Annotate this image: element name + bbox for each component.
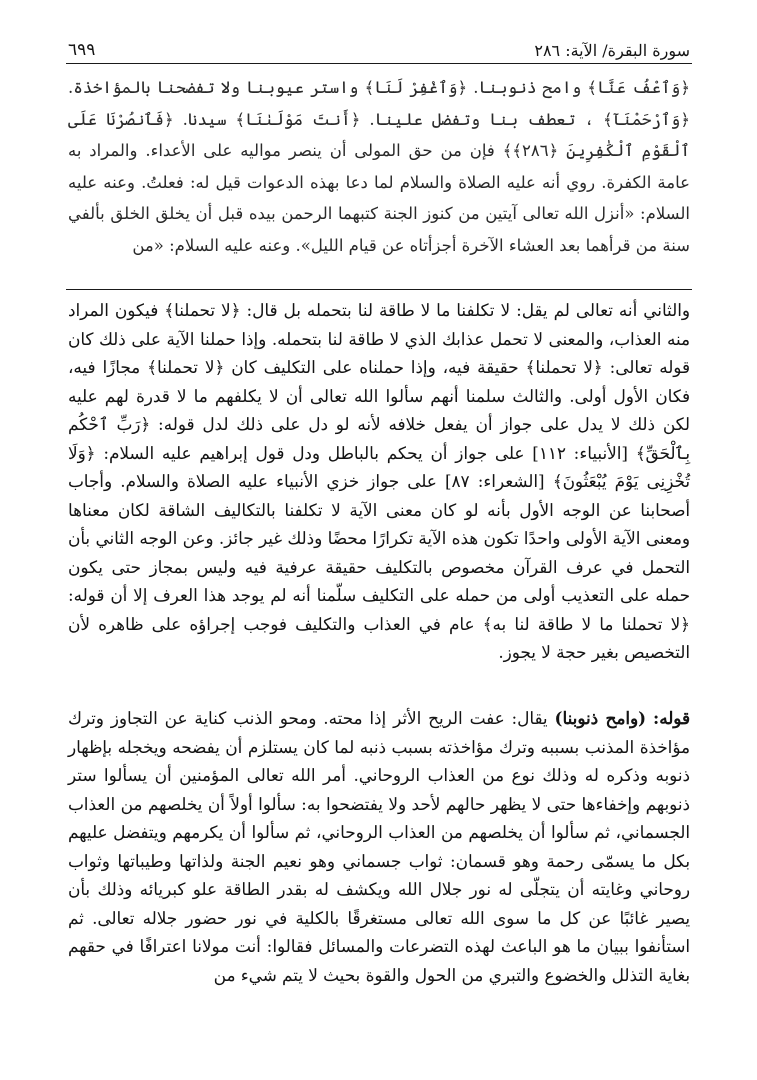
quoted-phrase: (وامح ذنوبنا) <box>554 708 647 728</box>
page-header <box>68 34 690 60</box>
section-divider <box>66 289 692 290</box>
page-number: ٦٩٩ <box>68 40 96 60</box>
paragraph-wamhu-dhunubana <box>68 704 690 989</box>
commentary-lower-section-2 <box>68 704 690 989</box>
commentary-upper-text: ﴿وَٱعْفُ عَنَّا﴾ وامح ذنوبنا. ﴿وَٱغْفِرْ لَنَا﴾ واستر عيوبنا ولا تفضحنا بالمؤاخذة. ﴿وَٱرْحَمْنَآ﴾ ، تعطف بنا وتفضل علينا. ﴿أَنتَ مَوْلَىٰنَا﴾ سيدنا. ﴿فَٱنصُرْنَا عَلَى ٱلْقَوْمِ ٱلْكَٰفِرِينَ ﴿٢٨٦﴾﴾ فإن من حق المولى أن ينصر مواليه على الأعداء. والمراد به عامة الكفرة. روي أنه عليه الصلاة والسلام لما دعا بهذه الدعوات قيل له: فعلتُ. وعنه عليه السلام: «أنزل الله تعالى آيتين من كنوز الجنة كتبهما الرحمن بيده قبل أن يخلق الخلق بألفي سنة من قرأهما بعد العشاء الآخرة أجزأتاه عن قيام الليل». وعنه عليه السلام: «من <box>68 78 690 255</box>
paragraph-body: يقال: عفت الريح الأثر إذا محته. ومحو الذنب كناية عن التجاوز وترك مؤاخذة المذنب بسببه وترك مؤاخذته بسبب ذنبه لما كان يستلزم أن يفضحه ويخجله بإظهار ذنوبه وذكره له وذلك نوع من العذاب الروحاني. أمر الله تعالى المؤمنين أن يسألوا ستر ذنوبهم وإخفاءها حتى لا يظهر حالهم لأحد ولا يفتضحوا به: سألوا أولاً أن يخلصهم من العذاب الجسماني، ثم سألوا أن يخلصهم من العذاب الروحاني، ثم سألوا أن يكرمهم ويتفضل عليهم بكل ما يسمّى رحمة وهو قسمان: ثواب جسماني وهو نعيم الجنة ولذاتها وطيباتها وثواب روحاني وغايته أن يتجلّى له نور جلال الله ويكشف له بقدر الطاقة علو كبريائه وذلك بأن يصير غائبًا عن كل ما سوى الله تعالى مستغرقًا بالكلية في نور حضور جلاله تعالى. ثم استأنفوا ببيان ما هو الباعث لهذه التضرعات والمسائل فقالوا: أنت مولانا اعترافًا في حقهم بغاية التذلل والخضوع والتبري من الحول والقوة بحيث لا يتم شيء من <box>68 708 690 985</box>
commentary-lower-section-1 <box>68 296 690 667</box>
surah-reference: سورة البقرة/ الآية: ٢٨٦ <box>534 41 690 60</box>
paragraph-keyword: قوله: <box>653 708 690 728</box>
paragraph-second-point: والثاني أنه تعالى لم يقل: لا تكلفنا ما لا طاقة لنا بتحمله بل قال: ﴿لا تحملنا﴾ فيكون المراد منه العذاب، والمعنى لا تحمل عذابك الذي لا طاقة لنا بتحمله. وإذا حملنا الآية على ذلك كان قوله تعالى: ﴿لا تحملنا﴾ حقيقة فيه، وإذا حملناه على التكليف كان ﴿لا تحملنا﴾ مجازًا فيه، فكان الأول أولى. والثالث سلمنا أنهم سألوا الله تعالى أن لا يكلفهم ما لا قدرة لهم عليه لكن ذلك لا يدل على جواز أن يفعل خلافه لأنه لو دل على ذلك لدل قوله: ﴿رَبِّ ٱحْكُم بِٱلْحَقِّ﴾ [الأنبياء: ١١٢] على جواز أن يحكم بالباطل ودل قول إبراهيم عليه السلام: ﴿وَلَا تُخْزِنِى يَوْمَ يُبْعَثُونَ﴾ [الشعراء: ٨٧] على جواز خزي الأنبياء عليه الصلاة والسلام. وأجاب أصحابنا عن الوجه الأول بأنه لو كان معنى الآية لا تكلفنا بالتكاليف الشاقة لكان معناها ومعنى الآية الأولى واحدًا تكون هذه الآية تكرارًا محضًا وذلك غير جائز. وعن الوجه الثاني بأن التحمل في عرف القرآن مخصوص بالتكليف حقيقة عرفية فيه وليس بمجاز حتى يكون حمله على التعذيب أولى من حمله على التكليف سلّمنا أنه لم يوجد هذا العرف إلا أن قوله: ﴿لا تحملنا ما لا طاقة لنا به﴾ عام في العذاب والتكليف فوجب إجراؤه على ظاهره لأن التخصيص بغير حجة لا يجوز. <box>68 300 690 662</box>
header-rule <box>66 63 692 64</box>
